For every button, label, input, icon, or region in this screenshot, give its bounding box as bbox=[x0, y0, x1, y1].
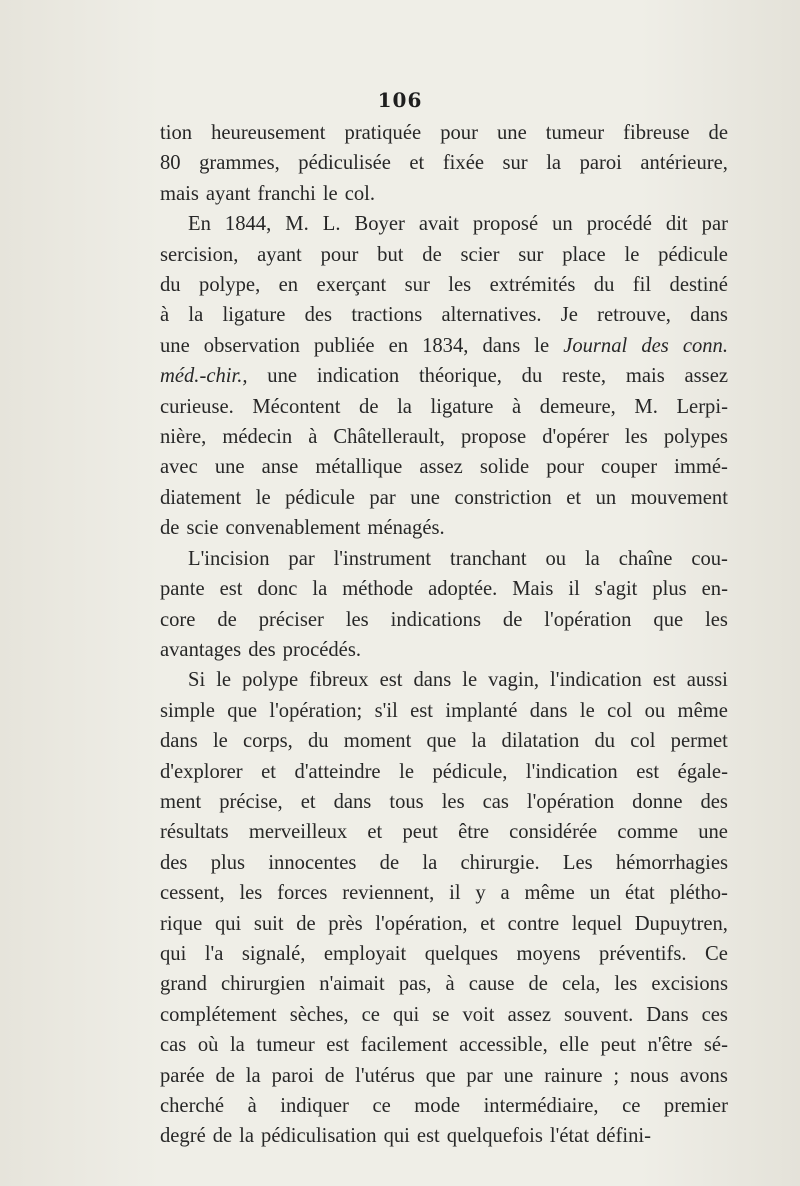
text-line: complétement sèches, ce qui se voit assez souvent. Dans ces bbox=[160, 1003, 728, 1026]
body-text bbox=[160, 118, 728, 1152]
text-line: cas où la tumeur est facilement accessible, elle peut n'être sé- bbox=[160, 1034, 728, 1057]
paragraph bbox=[160, 209, 728, 543]
paragraph bbox=[160, 665, 728, 1152]
text-line: simple que l'opération; s'il est implanté dans le col ou même bbox=[160, 699, 728, 722]
text-line: rique qui suit de près l'opération, et contre lequel Dupuytren, bbox=[160, 912, 728, 935]
text-line: parée de la paroi de l'utérus que par une rainure ; nous avons bbox=[160, 1064, 728, 1087]
page-number: 106 bbox=[377, 88, 423, 112]
text-line: sercision, ayant pour but de scier sur place le pédicule bbox=[160, 243, 728, 266]
text-line: 80 grammes, pédiculisée et fixée sur la paroi antérieure, bbox=[160, 152, 728, 175]
text-line: dans le corps, du moment que la dilatation du col permet bbox=[160, 730, 728, 753]
text-line: d'explorer et d'atteindre le pédicule, l'indication est égale- bbox=[160, 760, 728, 783]
text-line: qui l'a signalé, employait quelques moyens préventifs. Ce bbox=[160, 942, 728, 965]
text-line: du polype, en exerçant sur les extrémités du fil destiné bbox=[160, 274, 728, 297]
text-line: de scie convenablement ménagés. bbox=[160, 517, 445, 540]
text-line: degré de la pédiculisation qui est quelquefois l'état défini- bbox=[160, 1125, 651, 1148]
text-line: pante est donc la méthode adoptée. Mais il s'agit plus en- bbox=[160, 578, 728, 601]
text-line: à la ligature des tractions alternatives. Je retrouve, dans bbox=[160, 304, 728, 327]
text-line: Si le polype fibreux est dans le vagin, l'indication est aussi bbox=[188, 669, 728, 692]
text-line: nière, médecin à Châtellerault, propose d'opérer les polypes bbox=[160, 426, 728, 449]
text-line: curieuse. Mécontent de la ligature à demeure, M. Lerpi- bbox=[160, 395, 728, 418]
text-line: des plus innocentes de la chirurgie. Les hémorrhagies bbox=[160, 851, 728, 874]
text-line: grand chirurgien n'aimait pas, à cause de cela, les excisions bbox=[160, 973, 728, 996]
text-line: core de préciser les indications de l'opération que les bbox=[160, 608, 728, 631]
text-line: avec une anse métallique assez solide pour couper immé- bbox=[160, 456, 728, 479]
text-line: mais ayant franchi le col. bbox=[160, 182, 376, 205]
text-line: cherché à indiquer ce mode intermédiaire, ce premier bbox=[160, 1095, 728, 1117]
text-line: cessent, les forces reviennent, il y a même un état plétho- bbox=[160, 882, 728, 905]
text-line: L'incision par l'instrument tranchant ou la chaîne cou- bbox=[188, 547, 728, 570]
text-line: ment précise, et dans tous les cas l'opération donne des bbox=[160, 790, 728, 813]
text-line: diatement le pédicule par une constriction et un mouvement bbox=[160, 486, 728, 509]
text-line: résultats merveilleux et peut être considérée comme une bbox=[160, 821, 728, 844]
text-line: En 1844, M. L. Boyer avait proposé un procédé dit par bbox=[188, 213, 728, 236]
text-line: tion heureusement pratiquée pour une tumeur fibreuse de bbox=[160, 122, 728, 144]
paragraph bbox=[160, 118, 728, 209]
text-line: méd.-chir., une indication théorique, du reste, mais assez bbox=[160, 365, 728, 388]
text-line: une observation publiée en 1834, dans le Journal des conn. bbox=[160, 334, 728, 357]
paragraph bbox=[160, 544, 728, 666]
text-line: avantages des procédés. bbox=[160, 638, 361, 661]
